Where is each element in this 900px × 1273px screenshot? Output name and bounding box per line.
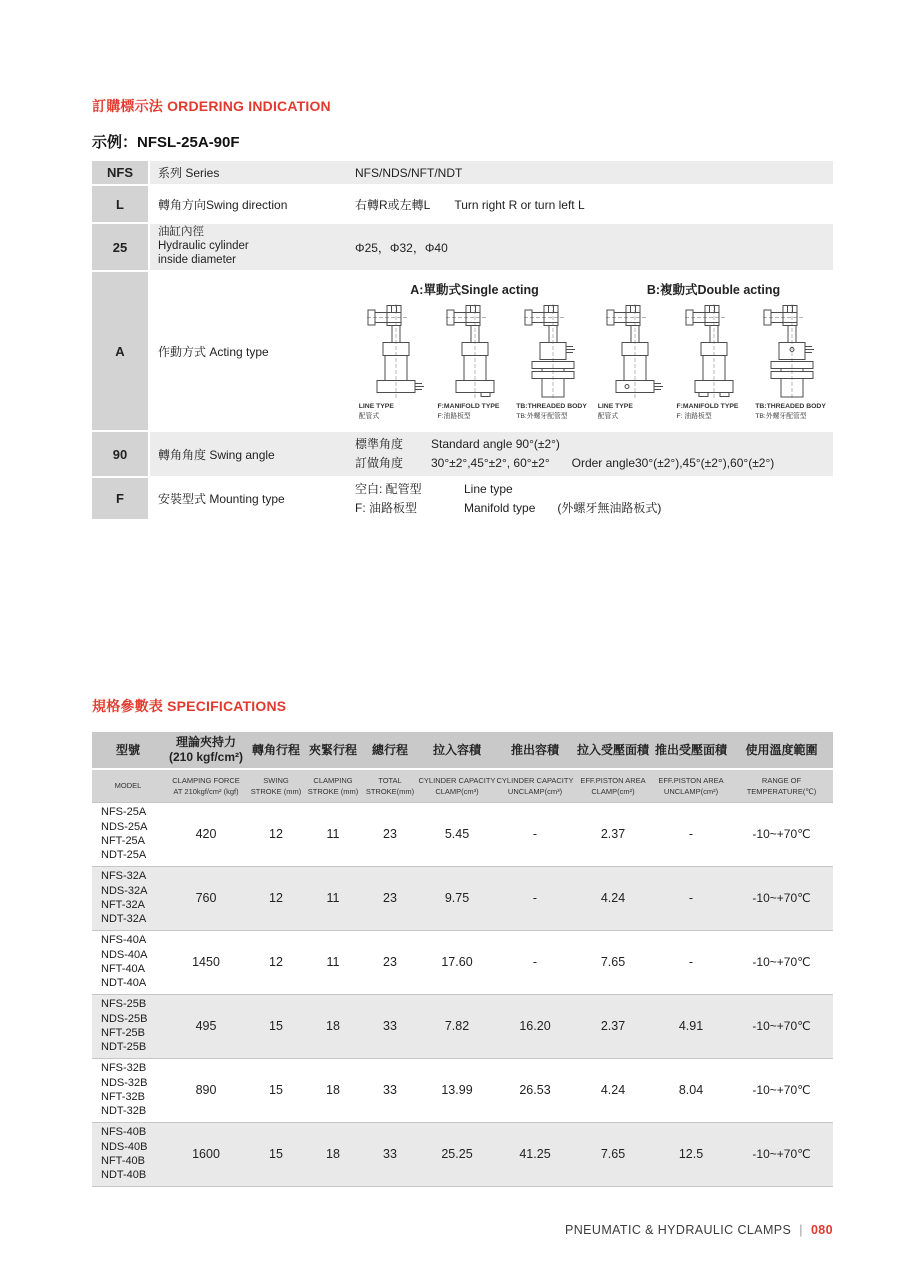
model-cell: NFS-32A NDS-32A NFT-32A NDT-32A <box>92 866 164 930</box>
spec-value-cell: 7.65 <box>574 930 652 994</box>
spec-col-header-en-1: CLAMPING FORCE AT 210kgf/cm² (kgf) <box>164 769 248 802</box>
acting-code: A <box>92 272 148 430</box>
example-label: 示例： <box>92 134 138 151</box>
spec-value-cell: 760 <box>164 866 248 930</box>
cylinder-label <box>158 226 355 267</box>
mounting-code: F <box>92 478 148 519</box>
spec-value-cell: 495 <box>164 994 248 1058</box>
cylinder-code: 25 <box>92 224 148 270</box>
spec-col-header-en-4: TOTAL STROKE(mm) <box>362 769 418 802</box>
spec-value-cell: 1450 <box>164 930 248 994</box>
spec-table-row-3 <box>92 994 833 1058</box>
spec-col-header-en-7: EFF.PISTON AREA CLAMP(cm²) <box>574 769 652 802</box>
spec-value-cell: 41.25 <box>496 1122 574 1186</box>
spec-col-header-en-6: CYLINDER CAPACITY UNCLAMP(cm³) <box>496 769 574 802</box>
specs-title-zh: 規格參數表 <box>92 698 163 714</box>
spec-value-cell: - <box>496 866 574 930</box>
example-code: NFSL-25A-90F <box>137 134 240 151</box>
spec-col-header-zh-6: 推出容積 <box>496 732 574 769</box>
diagram-label-zh: F:油路板型 <box>437 412 471 420</box>
diagram-manifold-type <box>437 303 513 421</box>
model-cell: NFS-25A NDS-25A NFT-25A NDT-25A <box>92 802 164 866</box>
spec-value-cell: 2.37 <box>574 994 652 1058</box>
spec-value-cell: 33 <box>362 1058 418 1122</box>
manifold-zh: F: 油路板型 <box>355 500 417 515</box>
spec-value-cell: 18 <box>304 994 362 1058</box>
ordering-section-title <box>92 96 833 116</box>
spec-value-cell: - <box>652 930 730 994</box>
specifications-section <box>92 696 833 1187</box>
order-angle-en: Order angle30°(±2°),45°(±2°),60°(±2°) <box>571 456 775 470</box>
clamp-line-type-icon <box>366 303 426 399</box>
spec-value-cell: 15 <box>248 1122 304 1186</box>
ordering-row-series <box>92 161 833 184</box>
standard-angle-zh: 標準角度 <box>355 437 404 451</box>
series-value: NFS/NDS/NFT/NDT <box>355 165 463 180</box>
acting-diagrams <box>355 272 833 430</box>
page-number: 080 <box>810 1223 833 1237</box>
double-acting-title: B:複動式Double acting <box>646 283 781 297</box>
spec-col-header-en-9: RANGE OF TEMPERATURE(℃) <box>730 769 833 802</box>
diagram-label-en: LINE TYPE <box>358 403 394 410</box>
spec-value-cell: 23 <box>362 930 418 994</box>
manifold-option <box>355 499 833 518</box>
spec-value-cell: 11 <box>304 866 362 930</box>
spec-value-cell: 33 <box>362 1122 418 1186</box>
spec-col-header-zh-7: 拉入受壓面積 <box>574 732 652 769</box>
spec-value-cell: 33 <box>362 994 418 1058</box>
spec-value-cell: 7.65 <box>574 1122 652 1186</box>
spec-value-cell: 12 <box>248 866 304 930</box>
standard-angle-en: Standard angle 90°(±2°) <box>431 437 560 451</box>
ordering-row-acting <box>92 272 833 430</box>
spec-value-cell: -10~+70℃ <box>730 1122 833 1186</box>
spec-value-cell: -10~+70℃ <box>730 802 833 866</box>
diagram-manifold-type <box>676 303 752 421</box>
spec-col-header-zh-0: 型號 <box>92 732 164 769</box>
spec-value-cell: 18 <box>304 1058 362 1122</box>
manifold-en: Manifold type <box>464 500 536 515</box>
single-acting-group <box>355 303 594 421</box>
footer-divider: | <box>799 1223 803 1237</box>
spec-value-cell: 23 <box>362 802 418 866</box>
model-cell: NFS-40B NDS-40B NFT-40B NDT-40B <box>92 1122 164 1186</box>
spec-value-cell: 2.37 <box>574 802 652 866</box>
spec-value-cell: 11 <box>304 802 362 866</box>
diagram-label-zh: TB:外螺牙配管型 <box>755 412 807 420</box>
clamp-manifold-type-icon <box>445 303 505 399</box>
spec-table-row-0 <box>92 802 833 866</box>
model-cell: NFS-25B NDS-25B NFT-25B NDT-25B <box>92 994 164 1058</box>
standard-angle-line <box>355 435 833 454</box>
spec-table-row-4 <box>92 1058 833 1122</box>
manifold-note: (外螺牙無油路板式) <box>557 500 662 515</box>
spec-col-header-en-0: MODEL <box>92 769 164 802</box>
spec-value-cell: 12.5 <box>652 1122 730 1186</box>
spec-value-cell: 4.91 <box>652 994 730 1058</box>
line-type-option <box>355 480 833 499</box>
line-type-en: Line type <box>464 481 513 496</box>
single-acting-title: A:單動式Single acting <box>410 283 539 297</box>
diagram-label-zh: 配管式 <box>597 412 619 420</box>
spec-table-row-5 <box>92 1122 833 1186</box>
spec-value-cell: 1600 <box>164 1122 248 1186</box>
ordering-title-en: ORDERING INDICATION <box>167 98 331 114</box>
spec-value-cell: 13.99 <box>418 1058 496 1122</box>
spec-value-cell: 23 <box>362 866 418 930</box>
spec-table-row-2 <box>92 930 833 994</box>
spec-value-cell: 890 <box>164 1058 248 1122</box>
spec-value-cell: 7.82 <box>418 994 496 1058</box>
swing-angle-value <box>355 435 833 473</box>
swing-direction-value <box>355 196 833 213</box>
diagram-label-zh: TB:外螺牙配管型 <box>516 412 568 420</box>
order-angle-line <box>355 454 833 473</box>
spec-value-cell: 16.20 <box>496 994 574 1058</box>
ordering-row-swing-direction <box>92 186 833 222</box>
cylinder-label-zh: 油缸內徑 <box>158 226 204 239</box>
spec-col-header-zh-2: 轉角行程 <box>248 732 304 769</box>
clamp-manifold-type-icon <box>684 303 744 399</box>
page-footer <box>565 1223 833 1237</box>
ordering-section <box>92 96 833 521</box>
diagram-label-zh: 配管式 <box>358 412 380 420</box>
double-acting-group <box>594 303 833 421</box>
diagram-label-en: F:MANIFOLD TYPE <box>676 403 739 410</box>
specifications-table <box>92 732 833 1187</box>
spec-col-header-zh-3: 夾緊行程 <box>304 732 362 769</box>
spec-col-header-zh-1: 理論夾持力 (210 kgf/cm²) <box>164 732 248 769</box>
diagram-label-en: TB:THREADED BODY <box>755 403 826 410</box>
diagram-line-type <box>358 303 434 421</box>
spec-value-cell: 17.60 <box>418 930 496 994</box>
model-cell: NFS-40A NDS-40A NFT-40A NDT-40A <box>92 930 164 994</box>
swing-direction-label: 轉角方向Swing direction <box>158 197 288 212</box>
clamp-threaded-body-icon <box>523 303 583 399</box>
spec-value-cell: 8.04 <box>652 1058 730 1122</box>
swing-direction-value-zh: 右轉R或左轉L <box>355 197 431 212</box>
specifications-section-title <box>92 696 833 716</box>
spec-col-header-en-8: EFF.PISTON AREA UNCLAMP(cm²) <box>652 769 730 802</box>
spec-value-cell: -10~+70℃ <box>730 994 833 1058</box>
spec-value-cell: 15 <box>248 1058 304 1122</box>
footer-title: PNEUMATIC & HYDRAULIC CLAMPS <box>564 1223 792 1237</box>
ordering-title-zh: 訂購標示法 <box>92 98 163 114</box>
spec-value-cell: -10~+70℃ <box>730 866 833 930</box>
cylinder-label-en2: inside diameter <box>158 253 236 266</box>
series-code: NFS <box>92 161 148 184</box>
ordering-example <box>92 131 833 152</box>
spec-value-cell: 18 <box>304 1122 362 1186</box>
diagram-line-type <box>597 303 673 421</box>
spec-value-cell: - <box>496 930 574 994</box>
diagram-threaded-body <box>515 303 591 421</box>
spec-value-cell: 26.53 <box>496 1058 574 1122</box>
mounting-value <box>355 480 833 518</box>
ordering-row-mounting <box>92 478 833 519</box>
spec-col-header-en-2: SWING STROKE (mm) <box>248 769 304 802</box>
spec-table-row-1 <box>92 866 833 930</box>
diagram-label-en: LINE TYPE <box>597 403 633 410</box>
swing-direction-code: L <box>92 186 148 222</box>
spec-col-header-en-5: CYLINDER CAPACITY CLAMP(cm³) <box>418 769 496 802</box>
swing-angle-label: 轉角角度 Swing angle <box>158 447 275 462</box>
diagram-label-en: F:MANIFOLD TYPE <box>437 403 500 410</box>
ordering-row-swing-angle <box>92 432 833 476</box>
order-angle-zh: 訂做角度 <box>355 456 404 470</box>
diagram-label-zh: F: 油路板型 <box>676 412 712 420</box>
specs-title-en: SPECIFICATIONS <box>167 698 287 714</box>
diagram-threaded-body <box>754 303 830 421</box>
clamp-threaded-body-icon <box>762 303 822 399</box>
model-cell: NFS-32B NDS-32B NFT-32B NDT-32B <box>92 1058 164 1122</box>
diagram-label-en: TB:THREADED BODY <box>516 403 587 410</box>
spec-value-cell: 4.24 <box>574 866 652 930</box>
swing-direction-value-en: Turn right R or turn left L <box>454 197 585 212</box>
spec-value-cell: 25.25 <box>418 1122 496 1186</box>
order-angle-values: 30°±2°,45°±2°, 60°±2° <box>431 456 550 470</box>
spec-table-header <box>92 732 833 802</box>
spec-value-cell: 12 <box>248 930 304 994</box>
ordering-row-cylinder <box>92 224 833 270</box>
spec-col-header-en-3: CLAMPING STROKE (mm) <box>304 769 362 802</box>
mounting-label: 安裝型式 Mounting type <box>158 492 285 506</box>
spec-value-cell: 15 <box>248 994 304 1058</box>
spec-value-cell: 12 <box>248 802 304 866</box>
spec-value-cell: 9.75 <box>418 866 496 930</box>
spec-value-cell: -10~+70℃ <box>730 1058 833 1122</box>
spec-value-cell: - <box>652 802 730 866</box>
spec-value-cell: -10~+70℃ <box>730 930 833 994</box>
spec-col-header-zh-5: 拉入容積 <box>418 732 496 769</box>
series-label: 系列 Series <box>158 166 220 180</box>
spec-value-cell: 4.24 <box>574 1058 652 1122</box>
acting-label: 作動方式 Acting type <box>158 344 269 359</box>
ordering-table <box>92 161 833 519</box>
spec-col-header-zh-9: 使用溫度範圍 <box>730 732 833 769</box>
spec-table-body <box>92 802 833 1186</box>
spec-value-cell: - <box>652 866 730 930</box>
spec-value-cell: 5.45 <box>418 802 496 866</box>
swing-angle-code: 90 <box>92 432 148 476</box>
spec-value-cell: - <box>496 802 574 866</box>
spec-value-cell: 420 <box>164 802 248 866</box>
cylinder-value: Φ25，Φ32，Φ40 <box>355 240 448 255</box>
cylinder-label-en1: Hydraulic cylinder <box>158 240 249 253</box>
spec-col-header-zh-8: 推出受壓面積 <box>652 732 730 769</box>
spec-col-header-zh-4: 總行程 <box>362 732 418 769</box>
clamp-line-type-icon <box>605 303 665 399</box>
line-type-zh: 空白: 配管型 <box>355 481 422 496</box>
spec-value-cell: 11 <box>304 930 362 994</box>
